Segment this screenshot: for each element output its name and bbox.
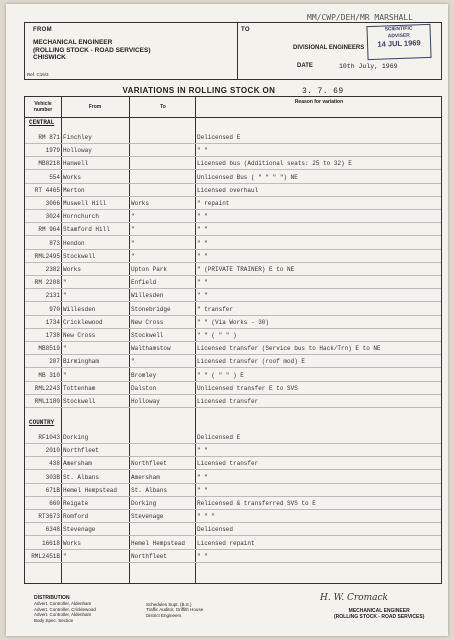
reason: " " (197, 213, 208, 221)
from-depot: Works (63, 173, 82, 181)
from-depot: St. Albans (63, 473, 100, 481)
vehicle-number: MB8218 (38, 160, 60, 168)
to-depot: Stevenage (131, 513, 164, 521)
date-value: 10th July, 1969 (339, 63, 398, 70)
reason: Licensed transfer (197, 460, 259, 468)
from-depot: Hendon (63, 239, 85, 247)
vehicle-number: MB 310 (38, 371, 60, 379)
to-depot: " (131, 213, 135, 221)
dist-item: Schedules Supt. (B.S.) (146, 602, 192, 607)
sig-title-1: MECHANICAL ENGINEER (348, 608, 410, 614)
from-depot: Willesden (63, 305, 96, 313)
vehicle-number: 873 (49, 239, 60, 247)
distribution-label: DISTRIBUTION (34, 595, 70, 601)
sig-title-2: (ROLLING STOCK - ROAD SERVICES) (334, 614, 425, 620)
table-row (25, 537, 441, 550)
stamp-line-1: SCIENTIFIC (384, 25, 413, 33)
document-title (24, 86, 442, 96)
from-depot: Romford (63, 513, 89, 521)
to-depot: Hemel Hempstead (131, 539, 186, 547)
from-address (33, 39, 151, 62)
dist-item: Body Spec. Section (34, 617, 74, 623)
vehicle-number: 2010 (45, 447, 60, 455)
reason: Licensed bus (Additional seats: 25 to 32) E (197, 160, 352, 168)
from-depot: Works (63, 266, 82, 273)
header-to: To (160, 104, 166, 110)
vehicle-number: 671B (45, 486, 60, 494)
from-depot: Hornchurch (63, 213, 100, 221)
table-row (25, 184, 441, 197)
reason: Licensed transfer (197, 398, 259, 405)
table-row (25, 329, 441, 342)
vehicle-number: 207 (49, 358, 60, 366)
stamp-date: 14 JUL 1969 (377, 38, 421, 49)
table-header (25, 97, 441, 118)
table-row (25, 157, 441, 170)
title-date: 3. 7. 69 (301, 87, 344, 96)
table-row (25, 550, 441, 563)
reason: " " (197, 226, 208, 234)
to-depot: " (131, 239, 135, 247)
vehicle-number: MB8519 (38, 345, 60, 353)
vehicle-number: 2382 (45, 266, 60, 273)
table-row (25, 144, 441, 157)
table-row (25, 444, 441, 457)
to-depot: Dalston (131, 384, 157, 392)
reason: Delicensed (197, 526, 234, 534)
stamp-line-2: ADVISER (387, 32, 410, 40)
table-row (25, 289, 441, 302)
table-row (25, 276, 441, 289)
vehicle-number: RML2451B (31, 552, 60, 560)
vehicle-number: 3024 (45, 213, 60, 221)
table-row (25, 523, 441, 536)
vehicle-number: 6348 (45, 526, 60, 534)
table-row (25, 303, 441, 316)
dist-item: Advert. Controller, Aldenham (34, 601, 92, 607)
reference: Ref. C16/3 (27, 72, 49, 77)
from-depot: Stockwell (63, 252, 96, 260)
to-depot: Works (131, 200, 150, 207)
vehicle-number: 303B (45, 473, 60, 481)
from-depot: Stamford Hill (63, 226, 110, 234)
vehicle-number: 970 (49, 305, 60, 313)
reason: " " (Via Works - 30) (197, 318, 270, 326)
dist-item: Advert. Controller, Aldenham (34, 612, 92, 618)
memo-header (24, 13, 442, 80)
to-box (237, 13, 441, 79)
to-depot: New Cross (131, 318, 164, 326)
table-row (25, 431, 441, 444)
table-row (25, 382, 441, 395)
section-central: CENTRAL (29, 119, 55, 126)
table-row (25, 250, 441, 263)
table-row (25, 497, 441, 510)
reason: " repaint (197, 200, 230, 207)
vehicle-number: 2131 (45, 292, 60, 300)
from-depot: " (63, 279, 67, 287)
vehicle-number: 1734 (45, 318, 60, 326)
distribution-list-2 (146, 602, 203, 618)
variations-table (24, 96, 442, 584)
title-text: VARIATIONS IN ROLLING STOCK ON (122, 86, 276, 95)
from-depot: Hanwell (63, 160, 89, 168)
to-depot: " (131, 358, 135, 366)
to-label: TO (241, 27, 250, 33)
reason: Delicensed E (197, 134, 241, 141)
header-from: From (88, 104, 102, 110)
from-label: FROM (33, 27, 52, 33)
table-row (25, 369, 441, 382)
vehicle-number: 1738 (45, 332, 60, 339)
reason: " transfer (197, 305, 234, 313)
handwritten-note: MM/CWP/DEH/MR MARSHALL (307, 13, 413, 22)
from-depot: " (63, 371, 67, 379)
vehicle-number: RT3673 (38, 513, 60, 521)
to-depot: Amersham (131, 473, 160, 481)
reason: " " ( " " ) (197, 332, 237, 339)
from-depot: Hemel Hempstead (63, 486, 118, 494)
from-line-1: MECHANICAL ENGINEER (33, 39, 113, 46)
to-depot: Bromley (131, 371, 157, 379)
reason: " " (197, 239, 208, 247)
reason: " " (197, 147, 208, 155)
from-depot: Works (63, 539, 82, 547)
from-depot: Stockwell (63, 398, 96, 405)
vehicle-number: RM 964 (38, 226, 60, 234)
reason: Licensed repaint (197, 539, 255, 547)
from-depot: " (63, 552, 67, 560)
to-depot: Stockwell (131, 332, 164, 339)
dist-item: District Engineers (146, 612, 182, 618)
reason: " " (197, 279, 208, 287)
table-row (25, 342, 441, 355)
from-depot: " (63, 292, 67, 300)
vehicle-number: 660 (49, 500, 60, 507)
from-depot: Stevenage (63, 526, 96, 534)
from-depot: Amersham (63, 460, 92, 468)
table-row (25, 237, 441, 250)
dist-item: Traffic Auditor, Griffith House (146, 607, 204, 613)
vehicle-number: 16618 (41, 539, 60, 547)
from-depot: Birmingham (63, 358, 100, 366)
from-depot: Tottenham (63, 384, 96, 392)
from-depot: Reigate (63, 500, 89, 507)
to-depot: Northfleet (131, 552, 168, 560)
table-row (25, 223, 441, 236)
vehicle-number: 438 (49, 460, 60, 468)
header-reason: Reason for variation (294, 99, 344, 105)
to-depot: Holloway (131, 398, 160, 405)
to-depot: " (131, 252, 135, 260)
reason: " " (197, 252, 208, 260)
to-depot: Willesden (131, 292, 164, 300)
received-stamp (366, 24, 431, 60)
section-country: COUNTRY (29, 419, 55, 426)
table-row (25, 457, 441, 470)
reason: " " (197, 292, 208, 300)
table-row (25, 131, 441, 144)
table-row (25, 471, 441, 484)
from-depot: Holloway (63, 147, 92, 155)
from-line-2: (ROLLING STOCK - ROAD SERVICES) (33, 46, 151, 54)
from-depot: Cricklewood (63, 318, 103, 326)
from-depot: Muswell Hill (63, 200, 107, 207)
reason: Delicensed E (197, 434, 241, 441)
table-row (25, 355, 441, 368)
vehicle-number: 3066 (45, 200, 60, 207)
signatory-title (334, 608, 424, 620)
reason: " " (197, 447, 208, 455)
reason: " " (197, 486, 208, 494)
vehicle-number: 1979 (45, 147, 60, 155)
reason: " (PRIVATE TRAINER) E to NE (197, 266, 295, 273)
table-row (25, 395, 441, 408)
reason: " " (197, 473, 208, 481)
vehicle-number: RM 2208 (34, 279, 60, 287)
vehicle-number: RML1180 (34, 398, 60, 405)
reason: Unlicensed transfer E to SVS (197, 384, 298, 392)
to-depot: Walthamstow (131, 345, 171, 353)
signature: H. W. Cromack (320, 593, 388, 603)
reason: Licensed overhaul (197, 186, 259, 194)
reason: Licensed transfer (Service bus to Hack/Trn) E to NE (197, 345, 381, 353)
to-depot: Dorking (131, 500, 157, 507)
reason: Relicensed & transferred SVS to E (197, 500, 316, 507)
from-box (25, 23, 238, 79)
from-depot: Finchley (63, 134, 92, 141)
from-depot: Dorking (63, 434, 89, 441)
from-line-3: CHISWICK (33, 54, 66, 62)
to-depot: " (131, 226, 135, 234)
vehicle-number: RM 871 (38, 134, 60, 141)
table-row (25, 171, 441, 184)
to-depot: Northfleet (131, 460, 168, 468)
table-row (25, 263, 441, 276)
table-row (25, 197, 441, 210)
vehicle-number: RT 4465 (34, 186, 60, 194)
header-vehicle: Vehicle number (33, 101, 53, 113)
reason: " " " (197, 513, 216, 521)
reason: " " ( " " ) E (197, 371, 244, 379)
from-depot: " (63, 345, 67, 353)
from-depot: New Cross (63, 332, 96, 339)
date-label: DATE (297, 63, 313, 69)
from-depot: Northfleet (63, 447, 100, 455)
table-row (25, 484, 441, 497)
vehicle-number: RML2243 (34, 384, 60, 392)
to-depot: Upton Park (131, 266, 168, 273)
to-recipient: DIVISIONAL ENGINEERS (293, 45, 365, 51)
reason: Licensed transfer (roof mod) E (197, 358, 306, 366)
table-row (25, 316, 441, 329)
reason: " " (197, 552, 208, 560)
to-depot: St. Albans (131, 486, 168, 494)
table-row (25, 210, 441, 223)
distribution-list (34, 596, 96, 623)
vehicle-number: RF1043 (38, 434, 60, 441)
reason: Unlicensed Bus ( " " " ") NE (197, 173, 298, 181)
vehicle-number: RML2495 (34, 252, 60, 260)
to-depot: Enfield (131, 279, 157, 287)
from-depot: Merton (63, 186, 85, 194)
table-row (25, 510, 441, 523)
to-depot: Stonebridge (131, 305, 171, 313)
dist-item: Advert. Controller, Cricklewood (34, 606, 96, 612)
vehicle-number: 554 (49, 173, 60, 181)
